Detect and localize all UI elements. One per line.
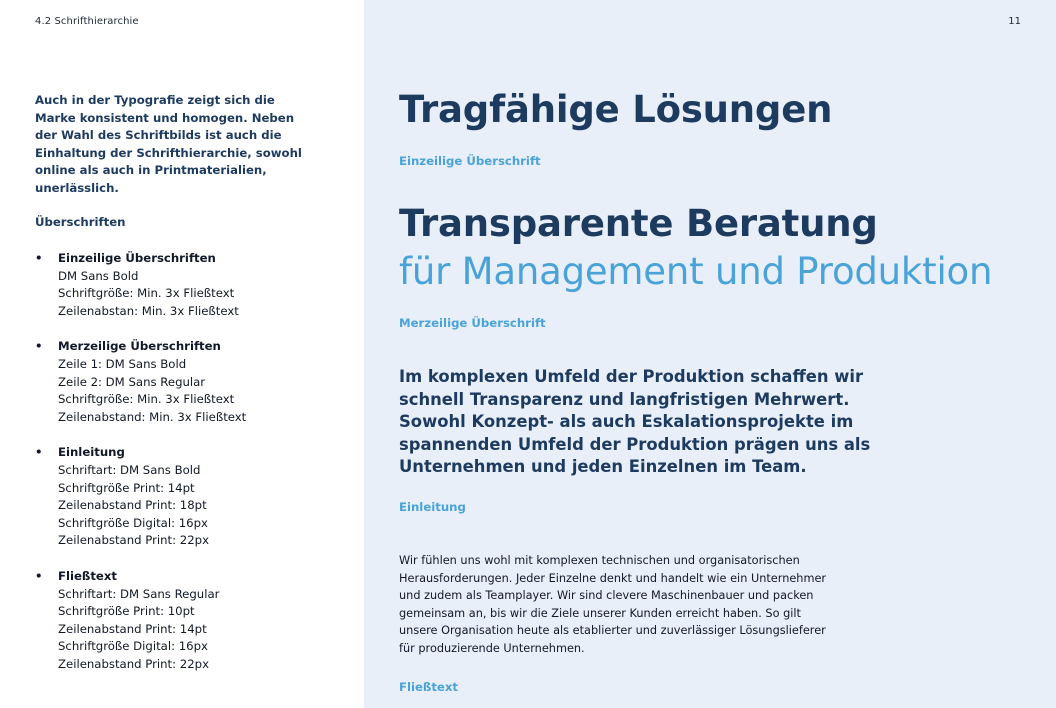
body-sample: Wir fühlen uns wohl mit komplexen technischen und organisatorischen Herausforderungen. Jeder Einzelne denkt und handelt wie ein Unternehmer und zudem als Teamplayer. Wir sind clevere Maschinenbauer und packen gemeinsam an, bis wir die Ziele unserer Kunden erreicht haben. So gilt unsere Organisation heute als etablierter und zuverlässiger Lösungslieferer für produzierende Unternehmen. [399, 554, 827, 655]
spec-item-body [35, 568, 335, 674]
spec-line: Zeilenabstand Print: 22px [58, 656, 209, 671]
bullet: • [35, 445, 43, 460]
spec-line: Zeilenabstand Print: 14pt [58, 621, 207, 636]
page-number: 11 [1008, 16, 1021, 27]
spec-line: Schriftart: DM Sans Regular [58, 586, 220, 601]
spec-item-multi-heading [35, 338, 335, 426]
spec-line: Schriftgröße Print: 10pt [58, 604, 195, 619]
spec-line: Zeilenabstan: Min. 3x Fließtext [58, 303, 239, 318]
multi-heading-caption: Merzeilige Überschrift [399, 316, 546, 330]
single-heading-sample: Tragfähige Lösungen [399, 88, 833, 131]
spec-line: Zeilenabstand Print: 18pt [58, 498, 207, 513]
spec-line: Zeilenabstand Print: 22px [58, 533, 209, 548]
intro-sample: Im komplexen Umfeld der Produktion schaffen wir schnell Transparenz und langfristigen Mehrwert. Sowohl Konzept- als auch Eskalationsprojekte im spannenden Umfeld der Produktion prägen uns als Unternehmen und jeden Einzelnen im Team. [399, 367, 871, 477]
spec-item-intro [35, 444, 335, 550]
body-caption: Fließtext [399, 680, 458, 694]
spec-title: Fließtext [58, 568, 117, 583]
bullet: • [35, 251, 43, 265]
spec-line: Schriftgröße: Min. 3x Fließtext [58, 286, 235, 301]
spec-line: Zeile 2: DM Sans Regular [58, 374, 206, 389]
spec-line: DM Sans Bold [58, 268, 139, 283]
spec-line: Schriftgröße Print: 14pt [58, 480, 195, 495]
headings-label: Überschriften [35, 215, 126, 229]
spec-item-single-heading [35, 250, 335, 320]
spec-line: Schriftart: DM Sans Bold [58, 462, 201, 477]
spec-list [35, 250, 335, 691]
spec-title: Einleitung [58, 445, 125, 460]
multi-heading-line1: Transparente Beratung [399, 202, 878, 245]
bullet: • [35, 568, 43, 583]
intro-caption: Einleitung [399, 500, 466, 514]
spec-title: Merzeilige Überschriften [58, 339, 221, 354]
spec-line: Schriftgröße Digital: 16px [58, 515, 208, 530]
spec-line: Zeilenabstand: Min. 3x Fließtext [58, 409, 247, 424]
spec-line: Zeile 1: DM Sans Bold [58, 356, 187, 371]
bullet: • [35, 339, 43, 354]
section-header: 4.2 Schrifthierarchie [35, 16, 139, 27]
multi-heading-line2: für Management und Produktion [399, 250, 993, 293]
intro-paragraph: Auch in der Typografie zeigt sich die Marke konsistent und homogen. Neben der Wahl des Schriftbilds ist auch die Einhaltung der Schrifthierarchie, sowohl online als auch in Printmaterialien, unerlässlich. [35, 93, 302, 195]
spec-line: Schriftgröße: Min. 3x Fließtext [58, 392, 235, 407]
spec-line: Schriftgröße Digital: 16px [58, 639, 208, 654]
single-heading-caption: Einzeilige Überschrift [399, 154, 541, 168]
spec-title: Einzeilige Überschriften [58, 251, 216, 265]
